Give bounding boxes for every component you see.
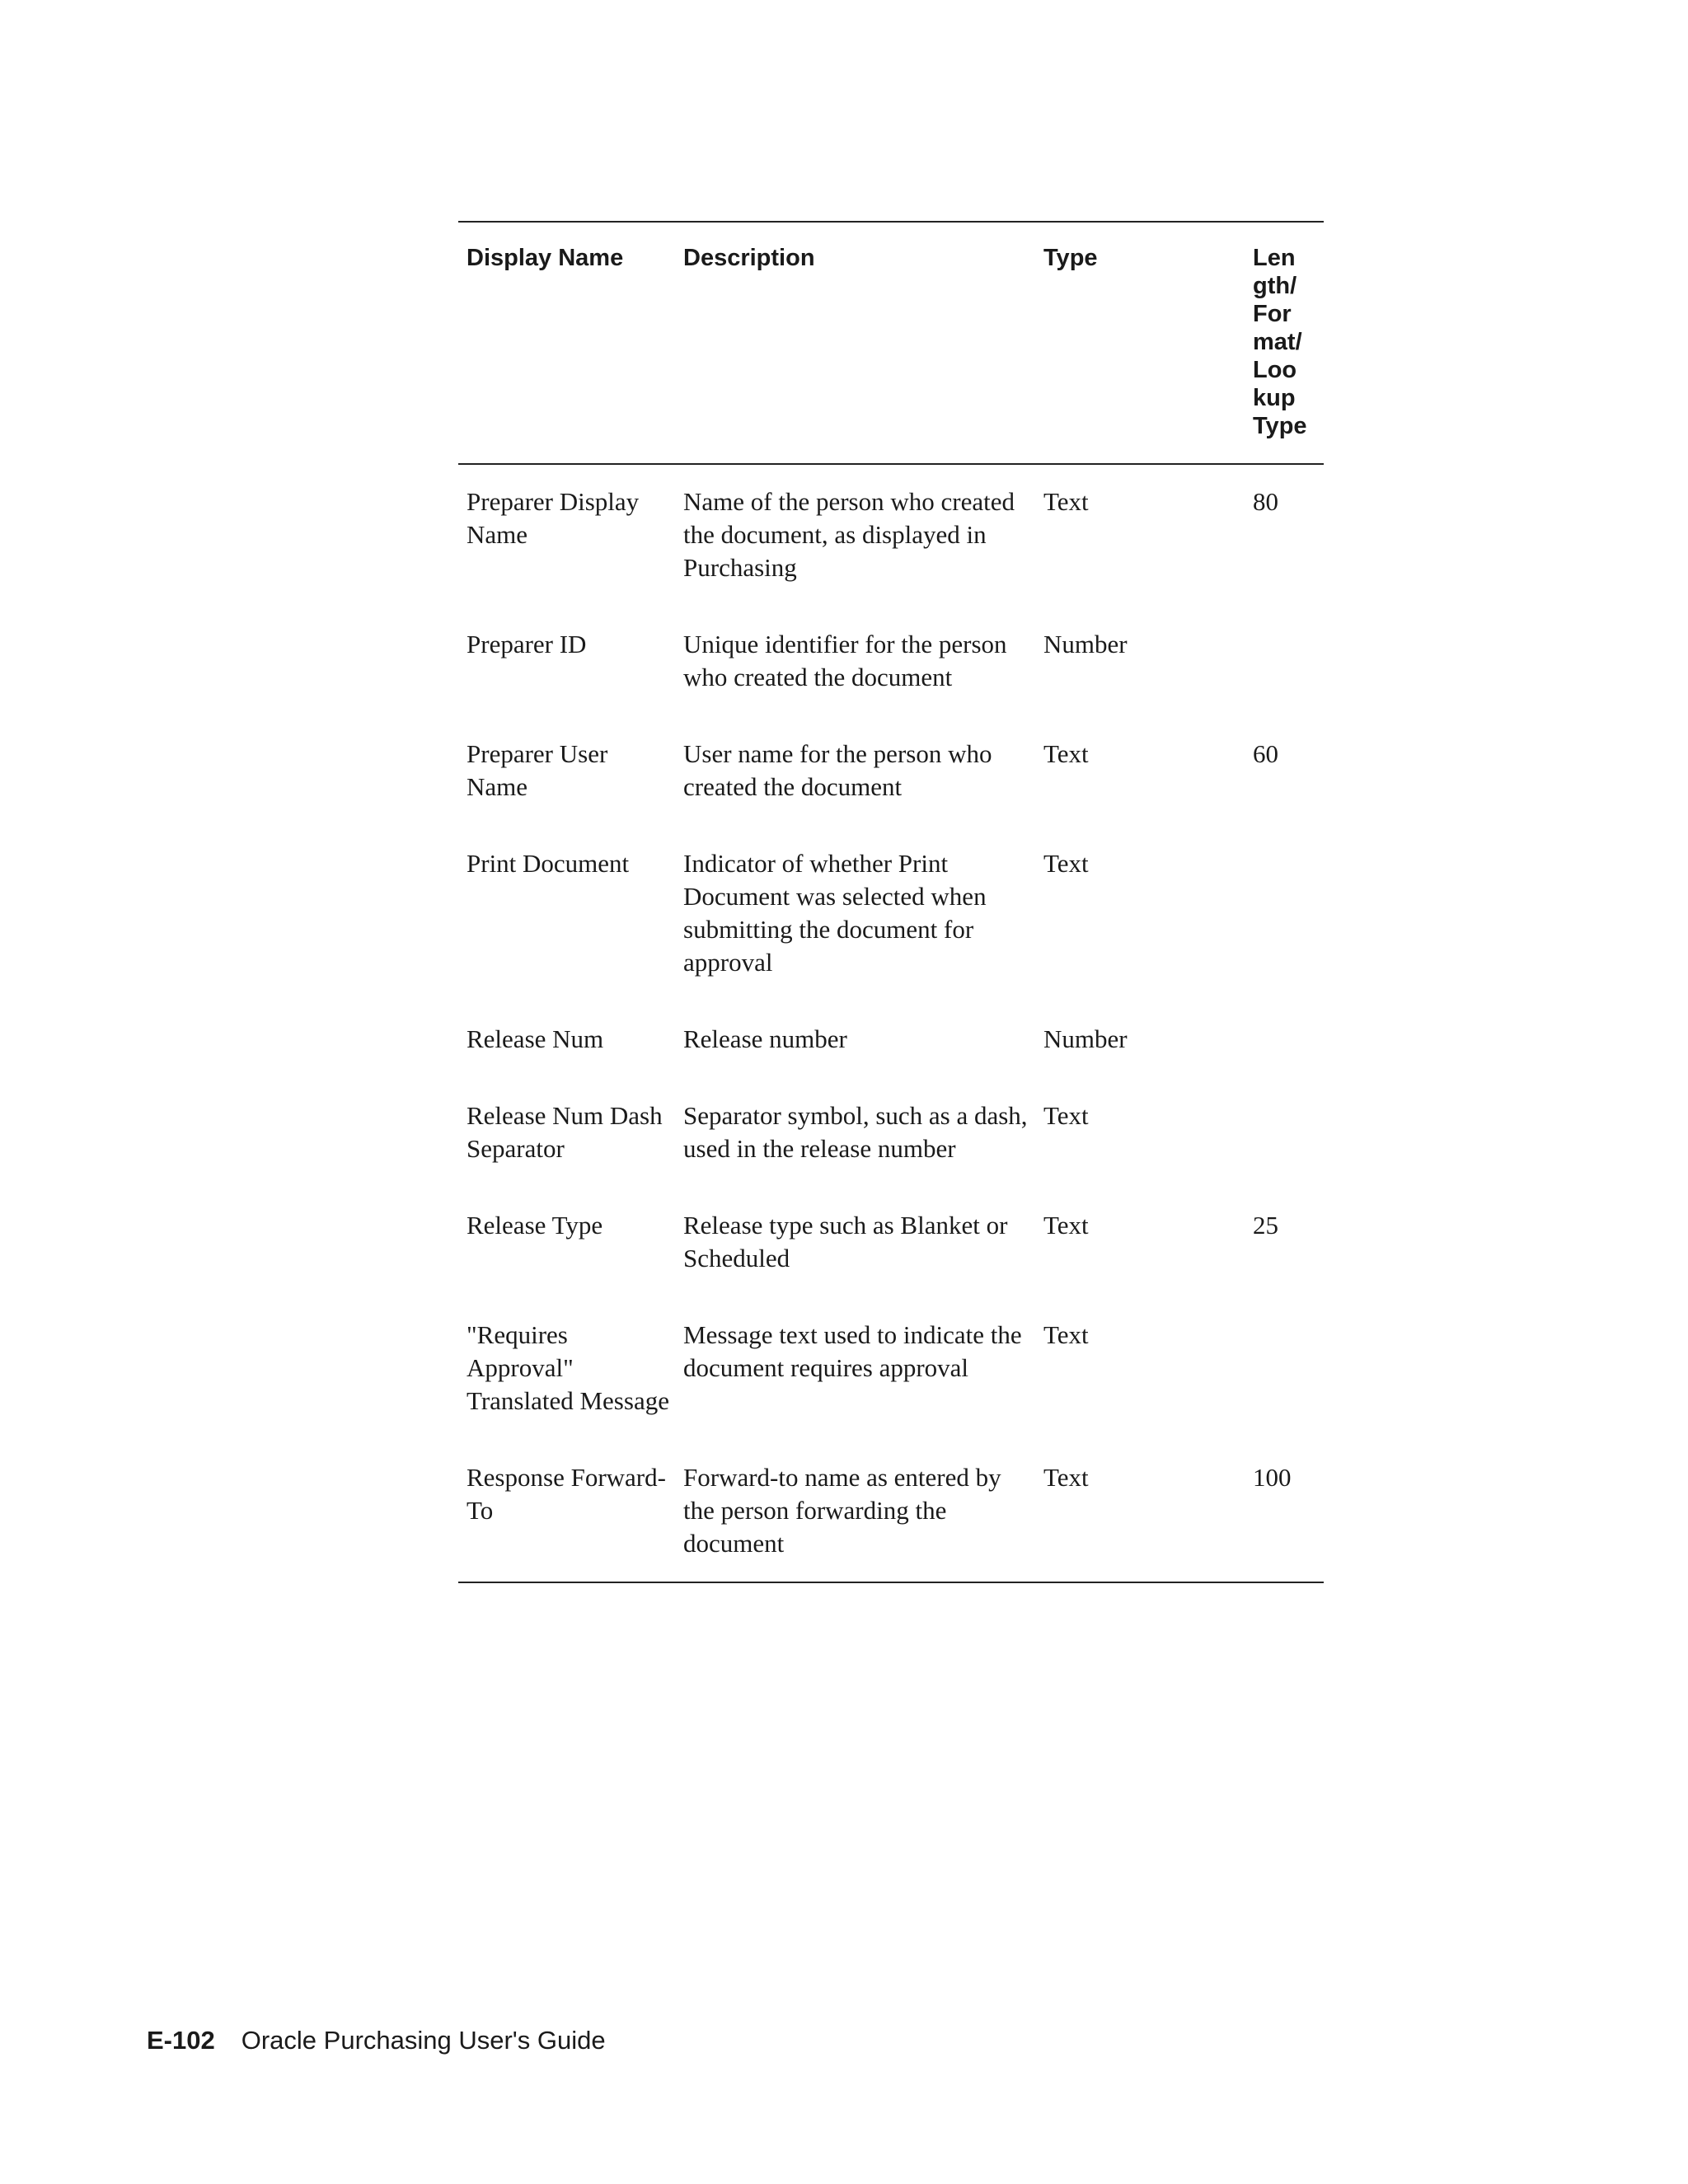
cell-display-name: "Requires Approval" Translated Message: [467, 1320, 669, 1415]
header-type: Type: [1043, 245, 1098, 271]
page-footer: [147, 2024, 606, 2057]
cell-description: Release type such as Blanket or Scheduled: [683, 1211, 1008, 1272]
header-length: Length/Format/LookupType: [1253, 245, 1307, 439]
table-header-row: [458, 223, 1324, 463]
table-row: [458, 1319, 1324, 1461]
cell-description: Name of the person who created the document, as displayed in Purchasing: [683, 487, 1015, 582]
header-length-cell: [1245, 244, 1324, 440]
table-body: [458, 465, 1324, 1582]
cell-display-name: Release Num Dash Separator: [467, 1101, 663, 1163]
cell-length: [1245, 1023, 1324, 1056]
cell-description: User name for the person who created the document: [683, 739, 992, 801]
cell-display-name: Response Forward-To: [467, 1463, 666, 1525]
page-number: E-102: [147, 2026, 215, 2055]
header-description: Description: [683, 245, 815, 271]
table-row: [458, 847, 1324, 1023]
table-bottom-rule: [458, 1582, 1324, 1583]
cell-description: Indicator of whether Print Document was selected when submitting the document for approval: [683, 849, 987, 977]
table-row: [458, 465, 1324, 628]
cell-type: Text: [1043, 1211, 1089, 1240]
attribute-table: [458, 221, 1324, 1583]
table-row: [458, 628, 1324, 738]
table-row: [458, 1099, 1324, 1209]
cell-length: 60: [1253, 739, 1278, 768]
cell-display-name: Print Document: [467, 849, 630, 878]
cell-display-name: Release Num: [467, 1024, 604, 1053]
cell-type: Number: [1043, 630, 1128, 658]
cell-type: Text: [1043, 849, 1089, 878]
cell-description: Release number: [683, 1024, 847, 1053]
cell-type: Number: [1043, 1024, 1128, 1053]
cell-length: [1245, 628, 1324, 694]
cell-description: Unique identifier for the person who created the document: [683, 630, 1007, 691]
cell-length: [1245, 847, 1324, 979]
table-row: [458, 1023, 1324, 1099]
cell-description: Forward-to name as entered by the person forwarding the document: [683, 1463, 1001, 1558]
table-row: [458, 1209, 1324, 1319]
cell-description: Message text used to indicate the document requires approval: [683, 1320, 1022, 1382]
cell-type: Text: [1043, 739, 1089, 768]
cell-length: 25: [1253, 1211, 1278, 1240]
cell-length: [1245, 1319, 1324, 1418]
cell-display-name: Preparer User Name: [467, 739, 608, 801]
header-display-name: Display Name: [467, 245, 624, 271]
cell-type: Text: [1043, 1101, 1089, 1130]
cell-description: Separator symbol, such as a dash, used in the release number: [683, 1101, 1028, 1163]
table-row: [458, 1461, 1324, 1582]
cell-length: [1245, 1099, 1324, 1165]
guide-title: Oracle Purchasing User's Guide: [241, 2026, 606, 2055]
table-row: [458, 738, 1324, 847]
cell-length: 80: [1253, 487, 1278, 516]
cell-display-name: Release Type: [467, 1211, 603, 1240]
cell-type: Text: [1043, 487, 1089, 516]
cell-type: Text: [1043, 1463, 1089, 1492]
cell-display-name: Preparer ID: [467, 630, 587, 658]
cell-type: Text: [1043, 1320, 1089, 1349]
cell-display-name: Preparer Display Name: [467, 487, 640, 549]
cell-length: 100: [1253, 1463, 1292, 1492]
